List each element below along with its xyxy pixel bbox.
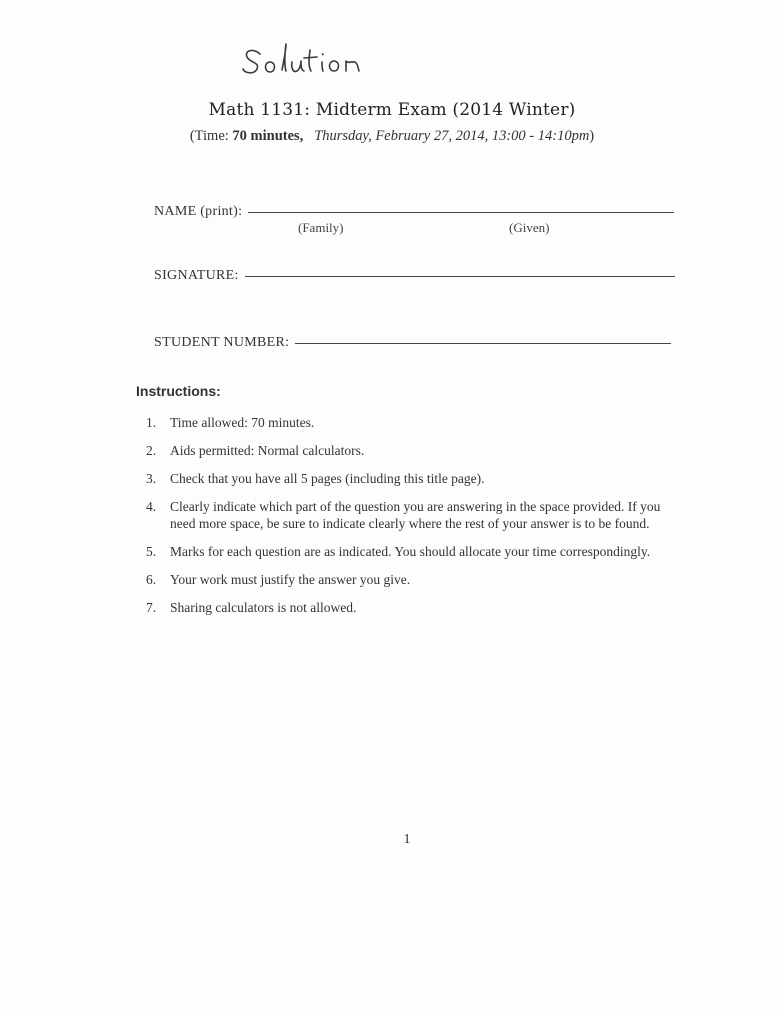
- list-item: [146, 599, 686, 616]
- instructions-list: [146, 414, 686, 627]
- student-number-field[interactable]: [295, 342, 671, 344]
- time-suffix: ): [589, 128, 595, 144]
- student-number-label: STUDENT NUMBER:: [154, 335, 290, 350]
- list-item-text: Marks for each question are as indicated. You should allocate your time correspondingly.: [170, 544, 651, 559]
- list-item-text: Clearly indicate which part of the question you are answering in the space provided. If you need more space, be sure to indicate clearly where the rest of your answer is to be found.: [170, 499, 661, 531]
- list-item: [146, 498, 686, 532]
- list-item-text: Time allowed: 70 minutes.: [170, 415, 315, 430]
- handwritten-solution-note: [238, 36, 368, 82]
- list-item-number: 5.: [146, 544, 157, 559]
- page-number: 1: [403, 832, 411, 847]
- list-item: [146, 470, 686, 487]
- name-field[interactable]: [248, 211, 674, 213]
- name-field-row: [154, 204, 674, 220]
- name-label: NAME (print):: [154, 204, 243, 219]
- exam-title: Math 1131: Midterm Exam (2014 Winter): [208, 100, 576, 120]
- list-item-number: 6.: [146, 572, 157, 587]
- list-item-number: 7.: [146, 600, 157, 615]
- signature-field-row: [154, 268, 675, 284]
- exam-date: Thursday, February 27, 2014, 13:00 - 14:10pm: [314, 128, 590, 144]
- family-name-label: (Family): [298, 220, 344, 235]
- list-item-text: Sharing calculators is not allowed.: [170, 600, 357, 615]
- student-number-field-row: [154, 335, 671, 351]
- signature-label: SIGNATURE:: [154, 268, 239, 283]
- list-item-text: Aids permitted: Normal calculators.: [170, 443, 365, 458]
- list-item-number: 2.: [146, 443, 157, 458]
- exam-time-info: [0, 128, 784, 145]
- time-duration: 70 minutes,: [232, 128, 304, 144]
- list-item: [146, 543, 686, 560]
- given-name-label: (Given): [509, 220, 550, 235]
- signature-field[interactable]: [245, 275, 675, 277]
- list-item: [146, 414, 686, 431]
- time-prefix: (Time:: [189, 128, 229, 144]
- list-item-text: Check that you have all 5 pages (including this title page).: [170, 471, 485, 486]
- list-item-text: Your work must justify the answer you give.: [170, 572, 411, 587]
- list-item-number: 3.: [146, 471, 157, 486]
- list-item-number: 1.: [146, 415, 157, 430]
- instructions-heading: Instructions:: [136, 383, 221, 399]
- list-item: [146, 442, 686, 459]
- list-item: [146, 571, 686, 588]
- list-item-number: 4.: [146, 499, 157, 514]
